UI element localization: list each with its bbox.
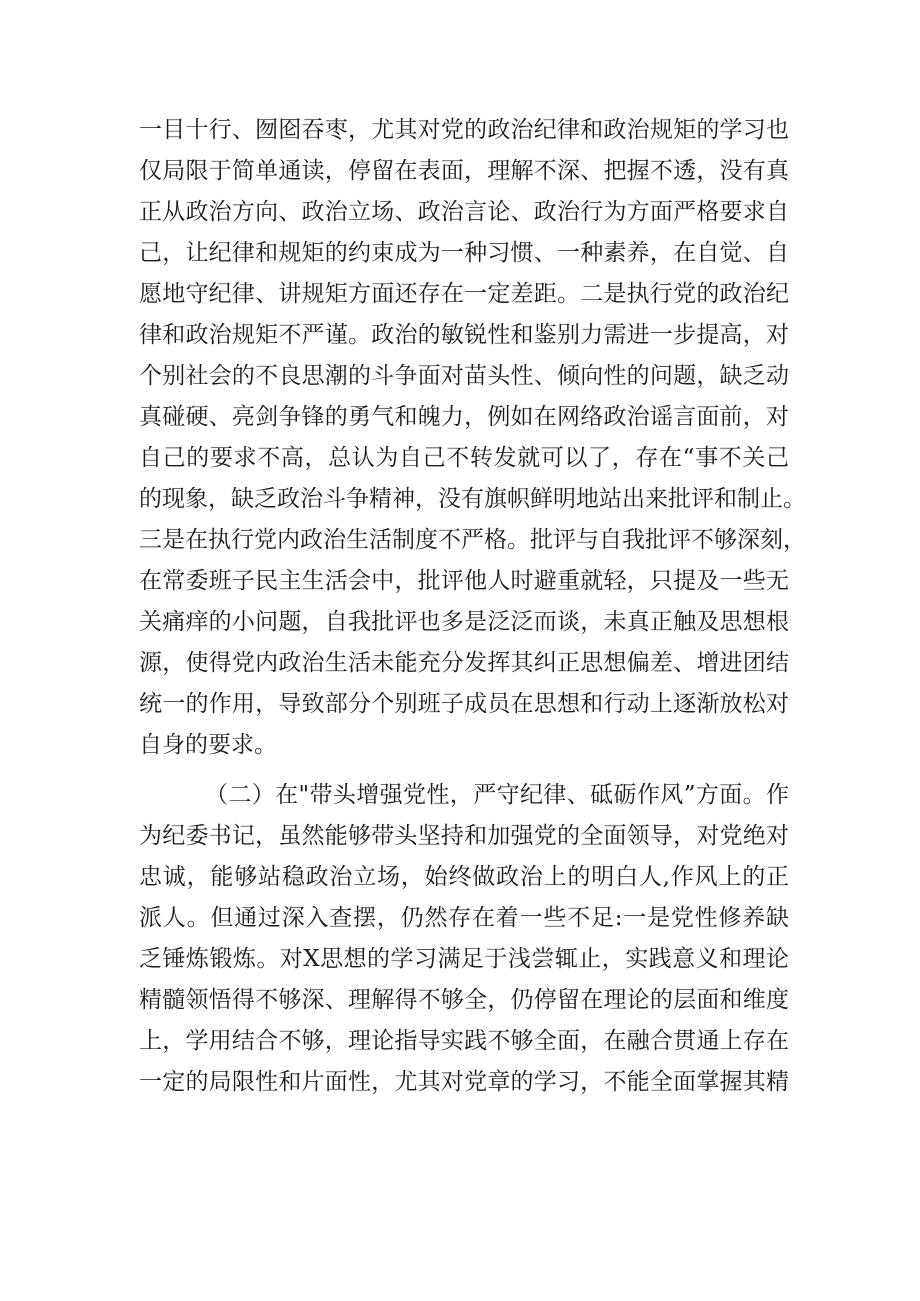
text-line: 乏锤炼锻炼。对X思想的学习满足于浅尝辄止，实践意义和理论 (139, 946, 789, 972)
text-line: 的现象，缺乏政治斗争精神，没有旗帜鲜明地站出来批评和制止。 (139, 486, 806, 512)
text-line: 为纪委书记，虽然能够带头坚持和加强党的全面领导，对党绝对 (139, 823, 789, 849)
text-line: 一定的局限性和片面性，尤其对党章的学习，不能全面掌握其精 (139, 1069, 789, 1095)
text-line: 精髓领悟得不够深、理解得不够全，仍停留在理论的层面和维度 (139, 987, 789, 1013)
paragraph-gap (139, 766, 789, 775)
document-body (139, 110, 806, 1103)
text-line: 关痛痒的小问题，自我批评也多是泛泛而谈，未真正触及思想根 (139, 609, 789, 635)
text-line: 源，使得党内政治生活未能充分发挥其纠正思想偏差、增进团结 (139, 650, 789, 676)
text-line: 一目十行、囫囵吞枣，尤其对党的政治纪律和政治规矩的学习也 (139, 117, 789, 143)
paragraph-1 (139, 110, 806, 766)
text-line: 统一的作用，导致部分个别班子成员在思想和行动上逐渐放松对 (139, 691, 789, 717)
text-line: 忠诚，能够站稳政治立场，始终做政治上的明白人,作风上的正 (139, 864, 789, 890)
text-line: 自身的要求。 (139, 732, 277, 758)
paragraph-2 (139, 775, 789, 1103)
text-line: 仅局限于简单通读，停留在表面，理解不深、把握不透，没有真 (139, 158, 789, 184)
text-line: 在常委班子民主生活会中，批评他人时避重就轻，只提及一些无 (139, 568, 789, 594)
text-line: 派人。但通过深入查摆，仍然存在着一些不足:一是党性修养缺 (139, 905, 789, 931)
text-line: 律和政治规矩不严谨。政治的敏锐性和鉴别力需进一步提高，对 (139, 322, 789, 348)
text-line: 愿地守纪律、讲规矩方面还存在一定差距。二是执行党的政治纪 (139, 281, 789, 307)
text-line: （二）在"带头增强党性，严守纪律、砥砺作风”方面。作 (205, 782, 789, 808)
text-line: 自己的要求不高，总认为自己不转发就可以了，存在“事不关己 (139, 445, 789, 471)
text-line: 正从政治方向、政治立场、政治言论、政治行为方面严格要求自 (139, 199, 789, 225)
text-line: 己，让纪律和规矩的约束成为一种习惯、一种素养，在自觉、自 (139, 240, 789, 266)
text-line: 个别社会的不良思潮的斗争面对苗头性、倾向性的问题，缺乏动 (139, 363, 789, 389)
text-line: 三是在执行党内政治生活制度不严格。批评与自我批评不够深刻， (139, 527, 806, 553)
text-line: 真碰硬、亮剑争锋的勇气和魄力，例如在网络政治谣言面前，对 (139, 404, 789, 430)
text-line: 上，学用结合不够，理论指导实践不够全面，在融合贯通上存在 (139, 1028, 789, 1054)
